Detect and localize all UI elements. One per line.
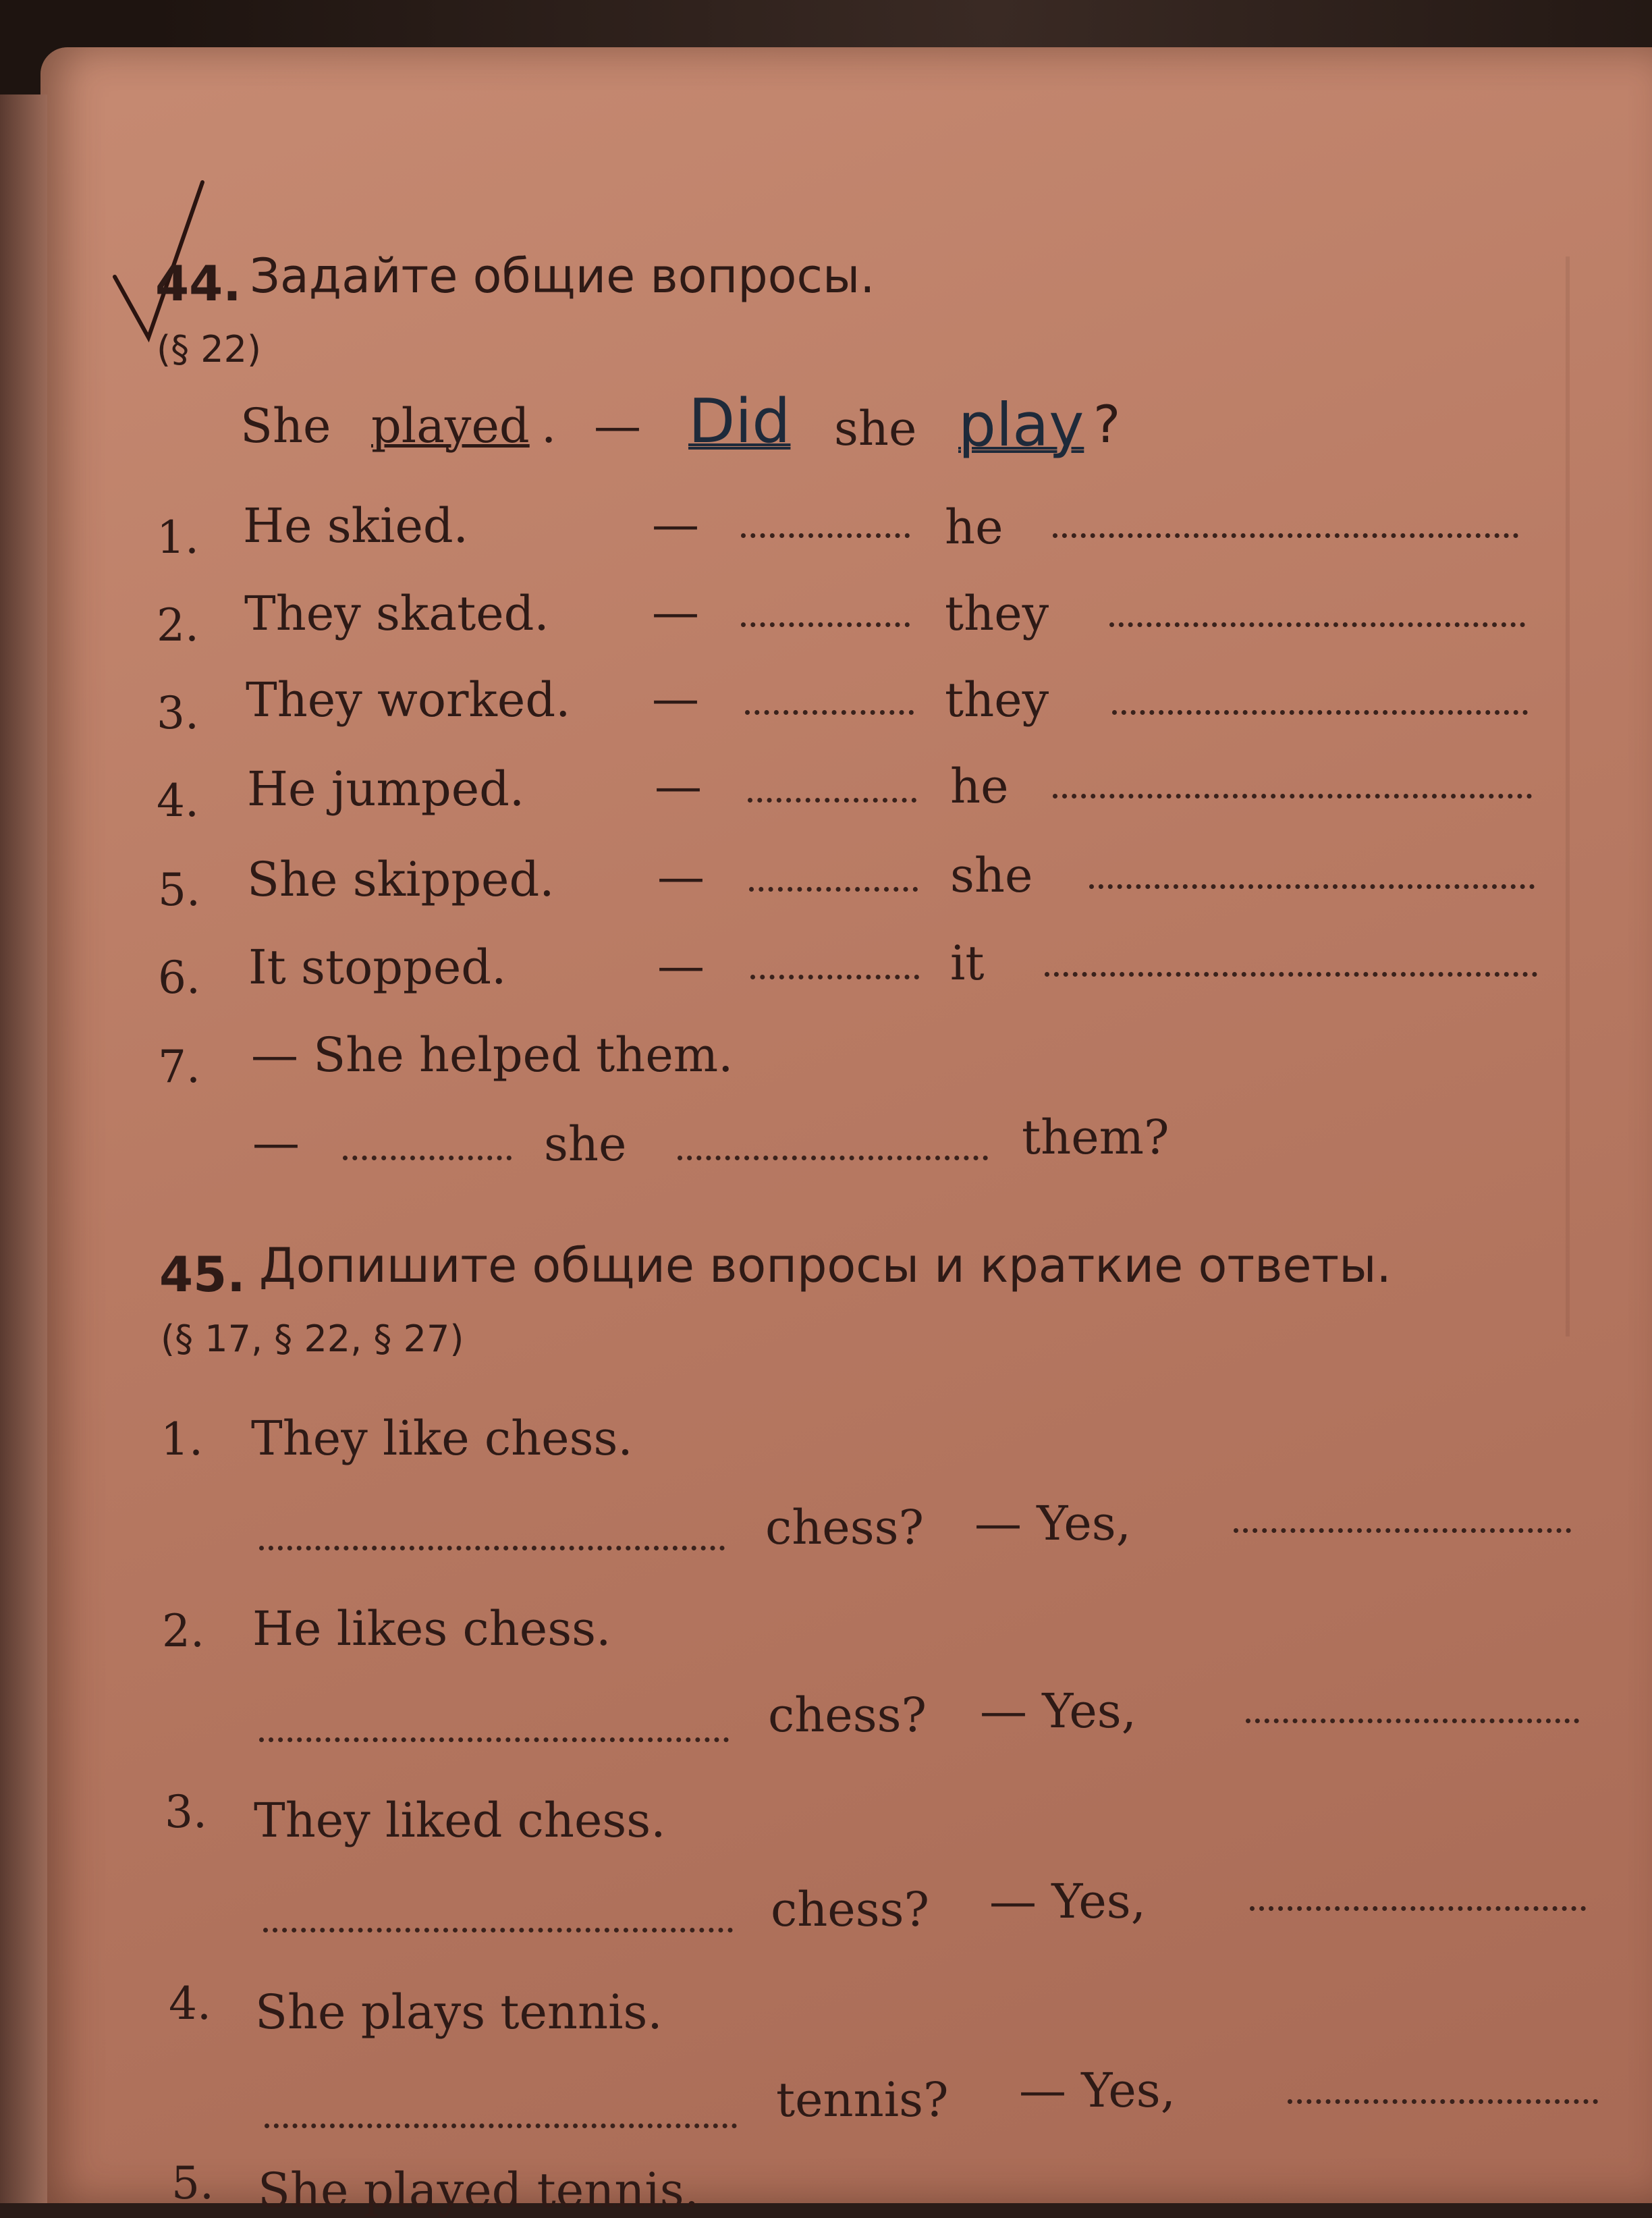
blank-auxiliary[interactable] (748, 798, 916, 803)
example-dot: . (541, 398, 557, 454)
blank-question[interactable] (259, 1737, 729, 1742)
item-number: 3. (165, 1786, 207, 1838)
item-number: 1. (157, 512, 199, 564)
item-dash: — (652, 671, 699, 726)
blank-auxiliary[interactable] (741, 622, 910, 627)
item-dialog-line: — She helped them. (251, 1027, 734, 1083)
item-object: chess? (771, 1882, 930, 1937)
item-sentence: She skipped. (247, 852, 555, 907)
item-number: 5. (158, 864, 200, 916)
item-ending: them? (1022, 1110, 1169, 1165)
item-number: 4. (169, 1978, 211, 2030)
item-sentence: They skated. (244, 586, 549, 641)
exercise-44-title: Задайте общие вопросы. (250, 248, 875, 304)
exercise-45-title: Допишите общие вопросы и краткие ответы. (259, 1238, 1392, 1293)
item-pronoun: they (945, 672, 1049, 728)
item-number: 2. (162, 1605, 204, 1657)
blank-verb[interactable] (1045, 972, 1537, 977)
item-number: 1. (161, 1413, 203, 1465)
item-object: tennis? (776, 2072, 949, 2128)
item-pronoun: she (544, 1116, 627, 1172)
exercise-45-number: 45. (159, 1246, 246, 1303)
item-pronoun: she (950, 848, 1033, 903)
blank-question[interactable] (259, 1546, 725, 1550)
blank-short-answer[interactable] (1288, 2099, 1598, 2104)
blank-question[interactable] (263, 1928, 733, 1932)
item-sentence: It stopped. (248, 940, 507, 995)
blank-auxiliary[interactable] (750, 975, 919, 979)
item-sentence: She played tennis. (258, 2163, 699, 2218)
item-pronoun: they (945, 586, 1049, 641)
example-did: Did (688, 386, 791, 457)
blank-short-answer[interactable] (1246, 1719, 1579, 1723)
item-sentence: He skied. (243, 498, 468, 553)
blank-auxiliary[interactable] (343, 1156, 512, 1160)
blank-short-answer[interactable] (1234, 1528, 1571, 1533)
item-dash: — (657, 849, 705, 904)
item-answer-start: — Yes, (980, 1683, 1136, 1739)
item-answer-start: — Yes, (989, 1874, 1146, 1929)
item-sentence: They liked chess. (254, 1793, 666, 1848)
item-pronoun: he (950, 759, 1009, 814)
item-answer-start: — Yes, (1019, 2063, 1176, 2118)
item-sentence: He jumped. (247, 761, 525, 817)
item-number: 4. (157, 775, 199, 827)
item-number: 2. (157, 599, 199, 651)
item-answer-start: — Yes, (974, 1496, 1131, 1551)
item-dash: — (652, 585, 699, 640)
item-sentence: She plays tennis. (255, 1984, 663, 2040)
item-number: 3. (157, 687, 199, 739)
example-subject: she (834, 401, 917, 456)
item-pronoun: he (945, 499, 1003, 555)
blank-verb[interactable] (1109, 622, 1525, 627)
blank-auxiliary[interactable] (745, 710, 914, 715)
page-edge (0, 94, 47, 2203)
item-dash: — (655, 759, 702, 814)
item-sentence: They worked. (246, 672, 571, 728)
item-sentence: He likes chess. (252, 1601, 611, 1656)
item-number: 7. (158, 1041, 200, 1093)
item-object: chess? (768, 1687, 927, 1743)
item-dash: — (652, 497, 699, 552)
blank-question[interactable] (265, 2124, 737, 2128)
example-dash: — (594, 398, 641, 454)
blank-verb[interactable] (678, 1156, 988, 1160)
blank-auxiliary[interactable] (741, 533, 910, 538)
blank-verb[interactable] (1089, 884, 1535, 889)
blank-auxiliary[interactable] (749, 887, 918, 892)
example-question-mark: ? (1093, 394, 1121, 454)
example-verb: play (958, 390, 1084, 460)
item-number: 5. (171, 2157, 214, 2209)
exercise-44-ref: (§ 22) (157, 328, 262, 371)
exercise-44-number: 44. (155, 255, 242, 312)
exercise-45-ref: (§ 17, § 22, § 27) (161, 1318, 464, 1360)
example-played: played (371, 398, 530, 454)
item-dash: — (657, 938, 705, 994)
blank-verb[interactable] (1053, 794, 1532, 799)
blank-verb[interactable] (1112, 710, 1528, 715)
item-dash: — (252, 1115, 300, 1170)
item-sentence: They like chess. (251, 1411, 633, 1466)
example-she: She (240, 398, 331, 454)
item-number: 6. (158, 952, 200, 1004)
blank-verb[interactable] (1053, 533, 1518, 538)
item-pronoun: it (950, 936, 985, 991)
item-object: chess? (765, 1500, 925, 1555)
blank-short-answer[interactable] (1250, 1906, 1586, 1911)
